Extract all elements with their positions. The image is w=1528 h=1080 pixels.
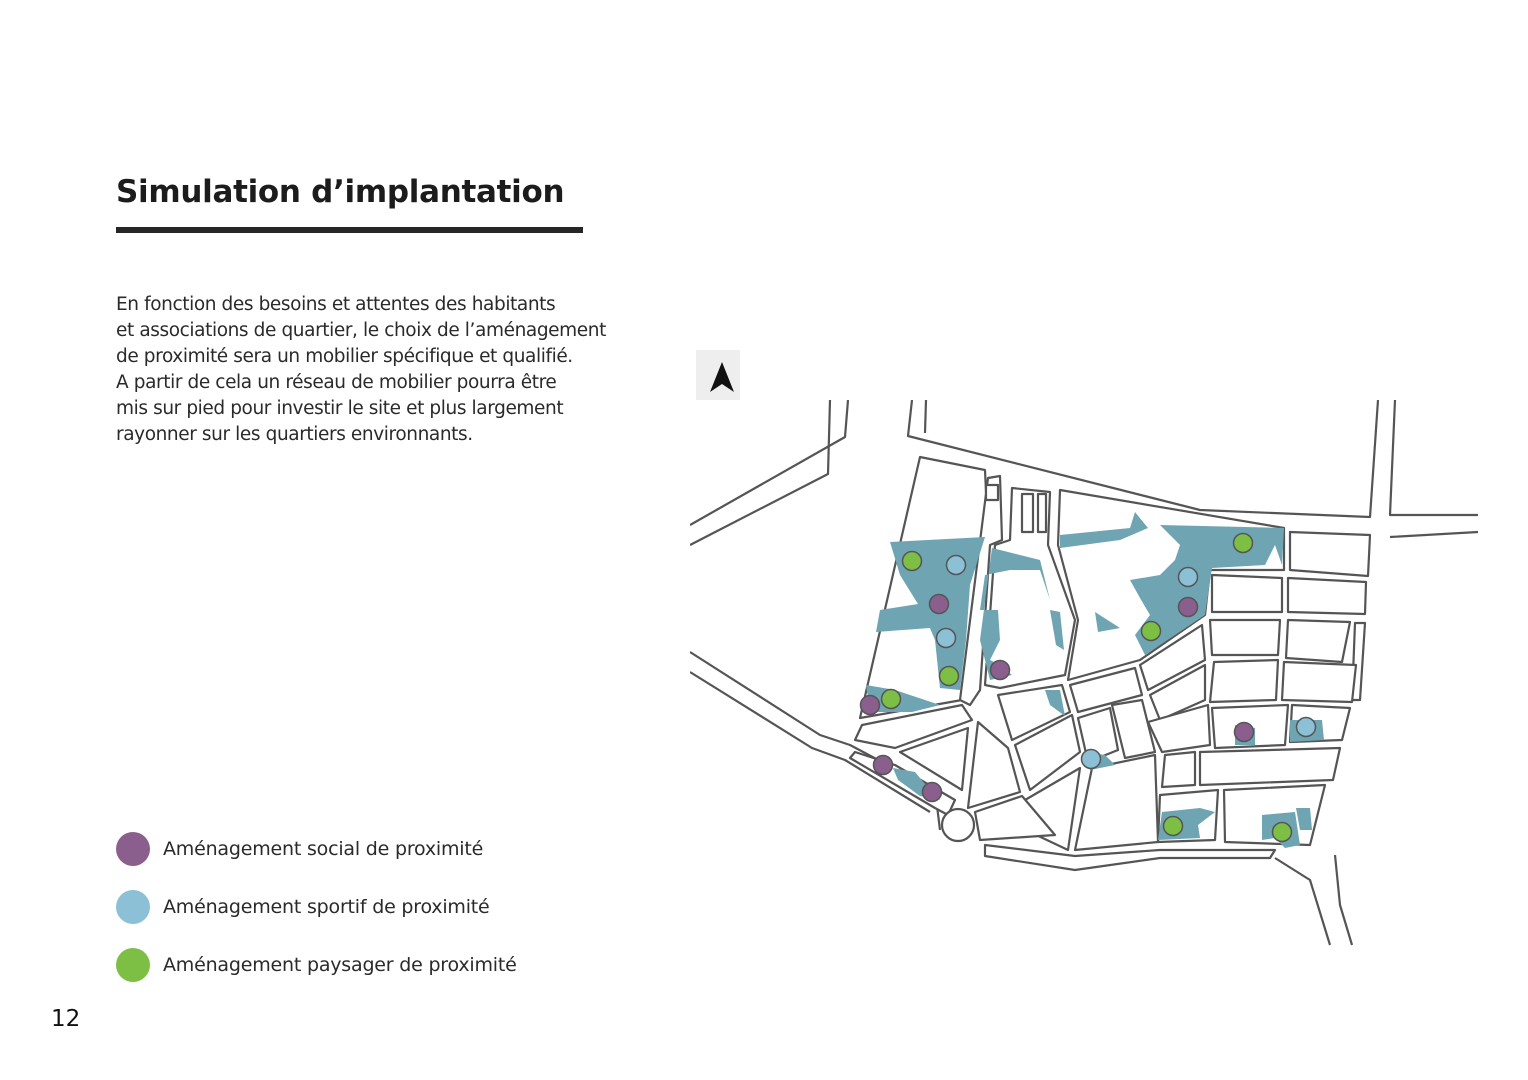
marker-paysager	[1142, 622, 1161, 641]
marker-paysager	[882, 690, 901, 709]
marker-sportif	[947, 556, 966, 575]
marker-paysager	[1273, 823, 1292, 842]
marker-paysager	[903, 552, 922, 571]
legend-swatch-sportif	[116, 890, 150, 924]
paragraph-line: A partir de cela un réseau de mobilier pourra être	[116, 372, 557, 393]
marker-social	[923, 783, 942, 802]
legend-label-paysager: Aménagement paysager de proximité	[163, 954, 517, 976]
marker-sportif	[1082, 750, 1101, 769]
marker-social	[861, 696, 880, 715]
paragraph-line: rayonner sur les quartiers environnants.	[116, 424, 473, 445]
marker-paysager	[1234, 534, 1253, 553]
paragraph-line: de proximité sera un mobilier spécifique et qualifié.	[116, 346, 573, 367]
marker-social	[1179, 598, 1198, 617]
marker-sportif	[1179, 568, 1198, 587]
marker-sportif	[1297, 718, 1316, 737]
street-network	[690, 400, 1478, 945]
marker-social	[1235, 723, 1254, 742]
marker-sportif	[937, 629, 956, 648]
marker-social	[930, 595, 949, 614]
paragraph-line: En fonction des besoins et attentes des habitants	[116, 294, 556, 315]
marker-paysager	[940, 667, 959, 686]
legend-item-sportif	[116, 890, 536, 926]
legend-item-paysager	[116, 948, 536, 984]
paragraph-line: et associations de quartier, le choix de l’aménagement	[116, 320, 606, 341]
north-arrow-icon	[696, 350, 740, 400]
marker-social	[874, 756, 893, 775]
legend-swatch-paysager	[116, 948, 150, 982]
legend-item-social	[116, 832, 536, 868]
legend-swatch-social	[116, 832, 150, 866]
page-number: 12	[51, 1006, 81, 1032]
legend-label-social: Aménagement social de proximité	[163, 838, 484, 860]
paragraph-line: mis sur pied pour investir le site et plus largement	[116, 398, 564, 419]
legend-label-sportif: Aménagement sportif de proximité	[163, 896, 490, 918]
marker-paysager	[1164, 817, 1183, 836]
marker-social	[991, 661, 1010, 680]
page-title: Simulation d’implantation	[116, 174, 565, 210]
